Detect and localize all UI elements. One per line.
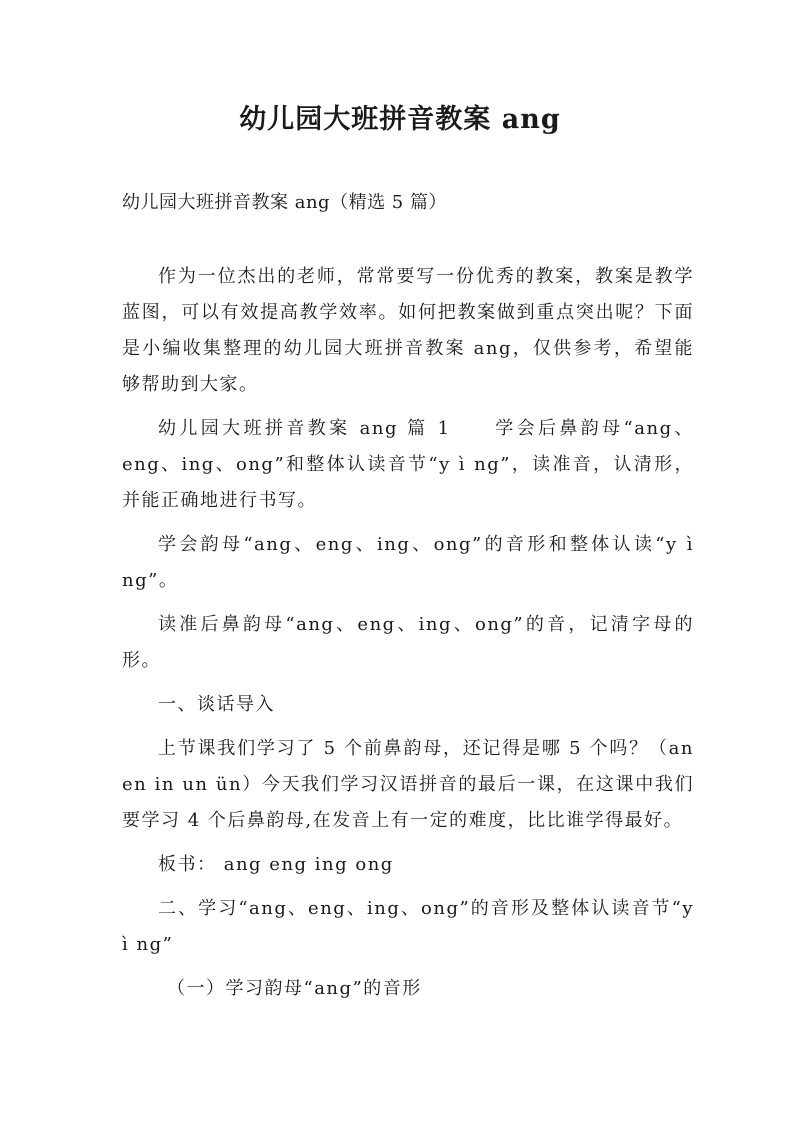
document-title: 幼儿园大班拼音教案 ang [239,104,561,135]
document-subtitle: 幼儿园大班拼音教案 ang（精选 5 篇） [122,192,447,213]
paragraph-blackboard: 板书： ang eng ing ong [158,854,394,875]
document-body [122,259,694,1015]
subsection-heading-ang: （一）学习韵母“ang”的音形 [167,978,422,999]
section-heading-learning: 二、学习“ang、eng、ing、ong”的音形及整体认读音节“y ì ng” [122,898,694,955]
section-heading-intro: 一、谈话导入 [158,694,275,715]
paragraph-difficulty: 读准后鼻韵母“ang、eng、ing、ong”的音，记清字母的形。 [122,614,694,671]
paragraph-lesson-1-goal: 幼儿园大班拼音教案 ang 篇 1 学会后鼻韵母“ang、eng、ing、ong”和整体认读音节“y ì ng”，读准音，认清形，并能正确地进行书写。 [122,418,694,511]
paragraph-review: 上节课我们学习了 5 个前鼻韵母，还记得是哪 5 个吗？（an en in un ün）今天我们学习汉语拼音的最后一课，在这课中我们要学习 4 个后鼻韵母,在发音上有一定的难度，比比谁学得最好。 [122,738,694,831]
paragraph-key-point: 学会韵母“ang、eng、ing、ong”的音形和整体认读“y ì ng”。 [122,534,694,591]
paragraph-intro: 作为一位杰出的老师，常常要写一份优秀的教案，教案是教学蓝图，可以有效提高教学效率。如何把教案做到重点突出呢？下面是小编收集整理的幼儿园大班拼音教案 ang，仅供参考，希望能够帮助到大家。 [122,266,694,395]
